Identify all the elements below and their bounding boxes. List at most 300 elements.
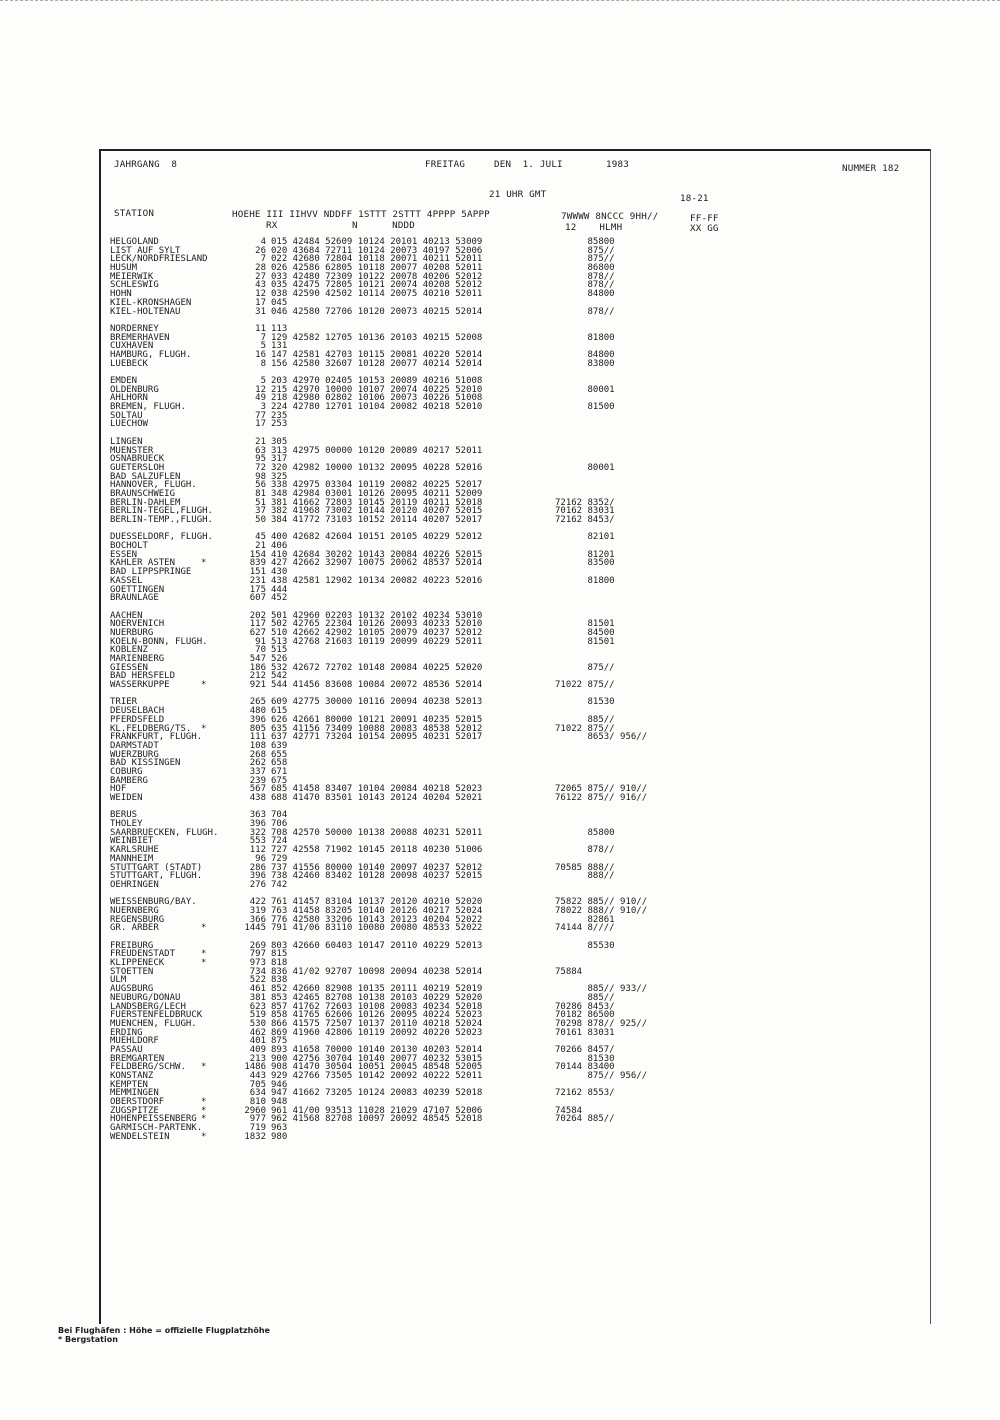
mountain-mark	[201, 568, 206, 577]
station-name: OSNABRUECK	[110, 454, 165, 465]
extra-code-groups: 8653/ 956//	[555, 732, 648, 743]
extra-code-groups: 82101	[555, 532, 615, 543]
mountain-mark	[201, 985, 206, 994]
extra-code-groups: 81530	[555, 1053, 615, 1064]
station-height: 797	[249, 949, 266, 960]
synop-code-groups: 325	[271, 471, 288, 482]
station-name: STUTTGART, FLUGH.	[110, 871, 203, 882]
mountain-mark	[201, 577, 206, 586]
station-height: 27	[255, 271, 266, 282]
mountain-mark	[201, 1029, 206, 1038]
mountain-mark	[201, 1046, 206, 1055]
station-height: 530	[249, 1018, 266, 1029]
synop-code-groups: 929 42766 73505 10142 20092 40222 52011	[271, 1071, 483, 1081]
station-height: 151	[249, 567, 266, 578]
extra-code-groups: 72065 875// 910//	[555, 784, 648, 795]
station-height: 381	[249, 992, 266, 1003]
station-height: 43	[255, 280, 266, 291]
extra-code-groups: 875// 956//	[555, 1071, 648, 1081]
mountain-mark	[201, 629, 206, 638]
mountain-mark	[201, 742, 206, 751]
station-height: 37	[255, 506, 266, 517]
station-height: 108	[249, 740, 266, 751]
station-name: NORDERNEY	[110, 323, 159, 334]
station-name: AHLHORN	[110, 393, 148, 404]
extra-code-groups	[555, 950, 647, 959]
station-name: GR. ARBER	[110, 923, 159, 934]
station-name: THOLEY	[110, 819, 143, 830]
station-name: KONSTANZ	[110, 1071, 154, 1081]
mountain-mark: *	[201, 1105, 207, 1116]
station-name: MANNHEIM	[110, 853, 154, 864]
synop-code-groups: 615	[271, 706, 288, 717]
station-height: 366	[249, 914, 266, 925]
station-name: DEUSELBACH	[110, 706, 165, 717]
mountain-mark	[201, 698, 206, 707]
synop-code-groups: 858 41765 62606 10126 20095 40224 52023	[271, 1010, 483, 1021]
station-height: 567	[249, 784, 266, 795]
station-name: ESSEN	[110, 549, 138, 560]
station-name: MEIERWIK	[110, 271, 154, 282]
synop-code-groups: 852 42660 82908 10135 20111 40219 52019	[271, 984, 483, 995]
station-name: PASSAU	[110, 1044, 143, 1055]
station-height: 553	[249, 836, 266, 847]
station-name: GIESSEN	[110, 662, 148, 673]
extra-code-groups: 82861	[555, 914, 615, 925]
mountain-mark	[201, 351, 206, 360]
station-height: 396	[249, 819, 266, 830]
extra-code-groups: 72162 8352/	[555, 497, 615, 508]
synop-code-groups: 980	[271, 1131, 288, 1142]
station-height: 111	[249, 732, 266, 743]
mountain-mark	[201, 1011, 206, 1020]
station-name: NOERVENICH	[110, 619, 165, 630]
code-data-column	[271, 238, 482, 1142]
station-height: 31	[255, 306, 266, 317]
station-height: 117	[249, 619, 266, 630]
station-height: 921	[249, 680, 266, 691]
extra-code-groups	[555, 586, 647, 595]
extra-code-groups: 84800	[555, 289, 615, 300]
station-height: 49	[255, 393, 266, 404]
mountain-mark: *	[201, 1131, 207, 1142]
synop-code-groups: 900 42756 30704 10140 20077 40232 53015	[271, 1053, 483, 1064]
station-name: BAD HERSFELD	[110, 671, 176, 682]
extra-code-groups: 70162 83031	[555, 506, 615, 517]
station-height: 70	[255, 645, 266, 656]
station-name: HANNOVER, FLUGH.	[110, 480, 197, 491]
synop-code-groups: 609 42775 30000 10116 20094 40238 52013	[271, 697, 483, 708]
station-height: 719	[249, 1123, 266, 1134]
station-height: 81	[255, 488, 266, 499]
mountain-mark	[201, 1003, 206, 1012]
station-name: KL.FELDBERG/TS.	[110, 723, 192, 734]
footnote-airport: Bei Flughäfen : Höhe = offizielle Flugplatzhöhe	[58, 1326, 270, 1335]
synop-code-groups: 675	[271, 775, 288, 786]
station-name: LIST AUF SYLT	[110, 245, 181, 256]
station-name: KIEL-HOLTENAU	[110, 306, 181, 317]
extra-code-groups	[555, 481, 647, 490]
station-height: 276	[249, 879, 266, 890]
station-name: GOETTINGEN	[110, 584, 165, 595]
mountain-mark	[201, 759, 206, 768]
station-height: 810	[249, 1097, 266, 1108]
period-label: 18-21	[680, 193, 709, 204]
synop-code-groups: 045	[271, 297, 288, 308]
mountain-mark	[201, 707, 206, 716]
station-name: WEIDEN	[110, 793, 143, 803]
synop-code-groups: 729	[271, 853, 288, 864]
synop-code-groups: 704	[271, 810, 288, 821]
mountain-mark	[201, 994, 206, 1003]
height-column	[234, 238, 266, 1142]
synop-code-groups: 400 42682 42604 10151 20105 40229 52012	[271, 532, 483, 543]
extra-code-groups: 70286 8453/	[555, 1001, 615, 1012]
station-height: 45	[255, 532, 266, 543]
mountain-mark	[201, 412, 206, 421]
synop-code-groups: 803 42660 60403 10147 20110 40229 52013	[271, 940, 483, 951]
extra-code-groups: 70266 8457/	[555, 1044, 615, 1055]
mountain-mark	[201, 933, 206, 942]
extra-code-groups: 878//	[555, 271, 615, 282]
mountain-mark	[201, 386, 206, 395]
extra-code-groups: 878//	[555, 280, 615, 291]
station-height: 422	[249, 897, 266, 908]
station-height: 7	[260, 332, 266, 343]
extra-code-groups: 875//	[555, 245, 615, 256]
station-name: OLDENBURG	[110, 384, 159, 395]
synop-code-groups: 452	[271, 593, 288, 604]
mountain-mark	[201, 403, 206, 412]
station-height: 322	[249, 827, 266, 838]
station-name: REGENSBURG	[110, 914, 165, 925]
synop-code-groups: 963	[271, 1123, 288, 1134]
station-name: EMDEN	[110, 376, 138, 386]
synop-code-groups: 688 41470 83501 10143 20124 40204 52021	[271, 793, 483, 803]
extra-code-groups	[555, 881, 647, 890]
station-height: 5	[260, 376, 266, 386]
synop-code-groups	[271, 803, 482, 812]
station-height: 1832	[244, 1131, 266, 1142]
station-name: FELDBERG/SCHW.	[110, 1062, 186, 1073]
extra-code-groups	[555, 742, 647, 751]
mountain-mark	[201, 864, 206, 873]
extra-code-groups	[555, 368, 647, 377]
synop-code-groups: 853 42465 82708 10138 20103 40229 52020	[271, 992, 483, 1003]
station-name: BERLIN-DAHLEM	[110, 497, 181, 508]
extra-code-groups: 81800	[555, 575, 615, 586]
station-name: BAD SALZUFLEN	[110, 471, 181, 482]
station-height: 17	[255, 419, 266, 430]
station-name: STOETTEN	[110, 966, 154, 977]
synop-code-groups	[271, 429, 482, 438]
synop-code-groups: 763 41458 83205 10140 20126 40217 52024	[271, 905, 483, 916]
synop-code-groups: 317	[271, 454, 288, 465]
volume-label: JAHRGANG 8	[114, 159, 178, 170]
mountain-mark	[201, 308, 206, 317]
synop-code-groups: 655	[271, 749, 288, 760]
synop-code-groups: 338 42975 03304 10119 20082 40225 52017	[271, 480, 483, 491]
extra-code-groups: 83800	[555, 358, 615, 369]
extra-code-groups: 85800	[555, 237, 615, 247]
station-name: BAMBERG	[110, 775, 148, 786]
mountain-mark	[201, 620, 206, 629]
station-height: 547	[249, 654, 266, 664]
synop-code-groups: 026 42586 62805 10118 20077 40208 52011	[271, 263, 483, 274]
synop-code-groups: 203 42970 02405 10153 20089 40216 51008	[271, 376, 483, 386]
mountain-mark	[201, 690, 206, 699]
mountain-mark	[201, 872, 206, 881]
station-name: TRIER	[110, 697, 138, 708]
synop-code-groups: 129 42582 12705 10136 20103 40215 52008	[271, 332, 483, 343]
station-name: WENDELSTEIN	[110, 1131, 170, 1142]
extra-code-groups	[555, 803, 647, 812]
synop-code-groups: 708 42570 50000 10138 20088 40231 52011	[271, 827, 483, 838]
synop-code-groups: 671	[271, 766, 288, 777]
extra-code-groups	[555, 429, 647, 438]
extra-code-groups	[555, 603, 647, 612]
mountain-mark	[201, 438, 206, 447]
observation-time: 21 UHR GMT	[489, 189, 547, 200]
extra-code-groups	[555, 1124, 647, 1133]
mountain-mark	[201, 360, 206, 369]
table-frame	[99, 149, 931, 1324]
station-name: KLIPPENECK	[110, 958, 165, 969]
station-height: 96	[255, 853, 266, 864]
extra-code-groups: 70585 888//	[555, 862, 615, 873]
station-height: 262	[249, 758, 266, 769]
mountain-mark	[201, 455, 206, 464]
station-name: WEINBIET	[110, 836, 154, 847]
station-height: 91	[255, 636, 266, 647]
synop-code-groups	[271, 316, 482, 325]
mountain-mark	[201, 238, 206, 247]
station-name: SAARBRUECKEN, FLUGH.	[110, 827, 219, 838]
station-name: CUXHAVEN	[110, 341, 154, 352]
station-height: 21	[255, 436, 266, 447]
station-height: 607	[249, 593, 266, 604]
station-height: 480	[249, 706, 266, 717]
station-name: KASSEL	[110, 575, 143, 586]
mountain-mark	[201, 846, 206, 855]
mountain-mark	[201, 1081, 206, 1090]
synop-code-groups: 818	[271, 958, 288, 969]
mountain-mark	[201, 855, 206, 864]
station-height: 12	[255, 289, 266, 300]
station-height: 12	[255, 384, 266, 395]
station-name: MUEHLDORF	[110, 1036, 159, 1047]
station-height: 519	[249, 1010, 266, 1021]
station-height: 396	[249, 714, 266, 725]
synop-code-groups: 838	[271, 975, 288, 986]
extra-code-groups: 84800	[555, 349, 615, 360]
station-height: 50	[255, 515, 266, 525]
mountain-mark	[201, 794, 206, 803]
station-height: 56	[255, 480, 266, 491]
extra-code-groups: 85530	[555, 940, 615, 951]
station-height: 16	[255, 349, 266, 360]
station-name: MUENCHEN, FLUGH.	[110, 1018, 197, 1029]
code-header-2: RX N NDDD	[266, 220, 416, 231]
station-name: HOHENPEISSENBERG	[110, 1114, 197, 1125]
synop-code-groups: 738 42460 83402 10128 20098 40237 52015	[271, 871, 483, 882]
station-height: 186	[249, 662, 266, 673]
mountain-mark	[201, 664, 206, 673]
station-height: 5	[260, 341, 266, 352]
synop-code-groups: 218 42980 02802 10106 20073 40226 51008	[271, 393, 483, 404]
station-name: BAD LIPPSPRINGE	[110, 567, 192, 578]
station-height: 231	[249, 575, 266, 586]
extra-code-groups	[555, 1133, 647, 1142]
extra-code-groups: 84500	[555, 627, 615, 638]
station-height: 202	[249, 610, 266, 621]
mountain-mark	[201, 334, 206, 343]
extra-code-groups: 878//	[555, 845, 615, 856]
station-name: LECK/NORDFRIESLAND	[110, 254, 208, 265]
extra-code-groups: 878//	[555, 306, 615, 317]
station-height: 363	[249, 810, 266, 821]
mountain-mark	[201, 603, 206, 612]
extra-code-groups	[555, 412, 647, 421]
extra-code-groups: 81530	[555, 697, 615, 708]
station-name: DUESSELDORF, FLUGH.	[110, 532, 213, 543]
station-height: 63	[255, 445, 266, 456]
station-height: 95	[255, 454, 266, 465]
synop-code-groups: 406	[271, 541, 288, 552]
mountain-mark: *	[201, 1114, 207, 1125]
station-height: 461	[249, 984, 266, 995]
station-height: 212	[249, 671, 266, 682]
synop-code-groups: 526	[271, 654, 288, 664]
synop-code-groups: 776 42580 33206 10143 20123 40204 52022	[271, 914, 483, 925]
mountain-mark: *	[201, 958, 207, 969]
station-name: WUERZBURG	[110, 749, 159, 760]
extra-code-groups: 70298 878// 925//	[555, 1018, 648, 1029]
station-height: 11	[255, 323, 266, 334]
mountain-mark: *	[201, 923, 207, 934]
extra-code-groups: 70144 83400	[555, 1062, 615, 1073]
station-name: HUSUM	[110, 263, 138, 274]
synop-code-groups: 015 42484 52609 10124 20101 40213 53009	[271, 237, 483, 247]
station-name: DARMSTADT	[110, 740, 159, 751]
mountain-mark	[201, 377, 206, 386]
synop-code-groups: 737 41556 80000 10140 20097 40237 52012	[271, 862, 483, 873]
synop-code-groups: 430	[271, 567, 288, 578]
mountain-mark	[201, 342, 206, 351]
synop-code-groups: 022 42680 72804 10118 20071 40211 52011	[271, 254, 483, 265]
code-header-6: XX GG	[690, 223, 719, 234]
synop-code-groups: 438 42581 12902 10134 20082 40223 52016	[271, 575, 483, 586]
mountain-mark	[201, 490, 206, 499]
extra-code-groups: 70182 86500	[555, 1010, 615, 1021]
extra-code-groups: 74584	[555, 1105, 583, 1116]
extra-code-groups: 72162 8553/	[555, 1088, 615, 1099]
extra-code-groups: 74144 8////	[555, 923, 615, 934]
mountain-mark	[201, 299, 206, 308]
synop-code-groups: 893 41658 70000 10140 20130 40203 52014	[271, 1044, 483, 1055]
synop-code-groups: 857 41762 72603 10108 20083 40234 52018	[271, 1001, 483, 1012]
station-height: 805	[249, 723, 266, 734]
extra-code-groups: 75822 885// 910//	[555, 897, 648, 908]
station-name: MARIENBERG	[110, 654, 165, 664]
footnote-mountain: * Bergstation	[58, 1335, 118, 1344]
mountain-mark	[201, 820, 206, 829]
station-name: KEMPTEN	[110, 1079, 148, 1090]
extra-code-groups: 885//	[555, 714, 615, 725]
station-name: SCHLESWIG	[110, 280, 159, 291]
mountain-mark-column	[201, 238, 206, 1142]
station-height: 734	[249, 966, 266, 977]
station-name: HOHN	[110, 289, 132, 300]
station-height: 409	[249, 1044, 266, 1055]
mountain-mark: *	[201, 723, 207, 734]
extra-code-groups: 81201	[555, 549, 615, 560]
synop-code-groups: 046 42580 72706 10120 20073 40215 52014	[271, 306, 483, 317]
synop-code-groups: 038 42590 42502 10114 20075 40210 52011	[271, 289, 483, 300]
station-name: BREMERHAVEN	[110, 332, 170, 343]
extra-code-groups: 86800	[555, 263, 615, 274]
synop-code-groups: 946	[271, 1079, 288, 1090]
synop-code-groups: 866 41575 72507 10137 20110 40218 52024	[271, 1018, 483, 1029]
mountain-mark: *	[201, 949, 207, 960]
mountain-mark	[201, 273, 206, 282]
synop-code-groups: 313 42975 00000 10120 20089 40217 52011	[271, 445, 483, 456]
station-height: 623	[249, 1001, 266, 1012]
station-name: ULM	[110, 975, 127, 986]
station-height: 286	[249, 862, 266, 873]
station-height: 265	[249, 697, 266, 708]
station-height: 1445	[244, 923, 266, 934]
station-height: 98	[255, 471, 266, 482]
mountain-mark	[201, 829, 206, 838]
station-height: 705	[249, 1079, 266, 1090]
mountain-mark	[201, 976, 206, 985]
mountain-mark	[201, 881, 206, 890]
synop-code-groups: 961 41/00 93513 11028 21029 47107 52006	[271, 1105, 483, 1116]
mountain-mark	[201, 612, 206, 621]
station-name: BREMEN, FLUGH.	[110, 402, 186, 413]
station-height: 268	[249, 749, 266, 760]
station-name: BERLIN-TEMP.,FLUGH.	[110, 515, 213, 525]
station-height: 7	[260, 254, 266, 265]
mountain-mark	[201, 1037, 206, 1046]
mountain-mark	[201, 586, 206, 595]
station-name: FRANKFURT, FLUGH.	[110, 732, 203, 743]
code-header-4: 12 HLMH	[565, 222, 623, 233]
synop-code-groups: 947 41662 73205 10124 20083 40239 52018	[271, 1088, 483, 1099]
mountain-mark	[201, 447, 206, 456]
station-name: ERDING	[110, 1027, 143, 1038]
station-height: 112	[249, 845, 266, 856]
station-name: ZUGSPITZE	[110, 1105, 159, 1116]
mountain-mark	[201, 255, 206, 264]
extra-code-groups: 80001	[555, 462, 615, 473]
synop-code-groups: 348 42984 03001 10126 20095 40211 52009	[271, 488, 483, 499]
synop-code-groups: 706	[271, 819, 288, 830]
mountain-mark	[201, 473, 206, 482]
synop-code-groups: 113	[271, 323, 288, 334]
extra-code-groups: 71022 875//	[555, 723, 615, 734]
mountain-mark	[201, 507, 206, 516]
synop-code-groups: 637 42771 73204 10154 20095 40231 52017	[271, 732, 483, 743]
synop-code-groups: 320 42982 10000 10132 20095 40228 52016	[271, 462, 483, 473]
mountain-mark	[201, 968, 206, 977]
mountain-mark	[201, 785, 206, 794]
mountain-mark: *	[201, 558, 207, 569]
mountain-mark	[201, 264, 206, 273]
station-height: 239	[249, 775, 266, 786]
station-name: MEMMINGEN	[110, 1088, 159, 1099]
